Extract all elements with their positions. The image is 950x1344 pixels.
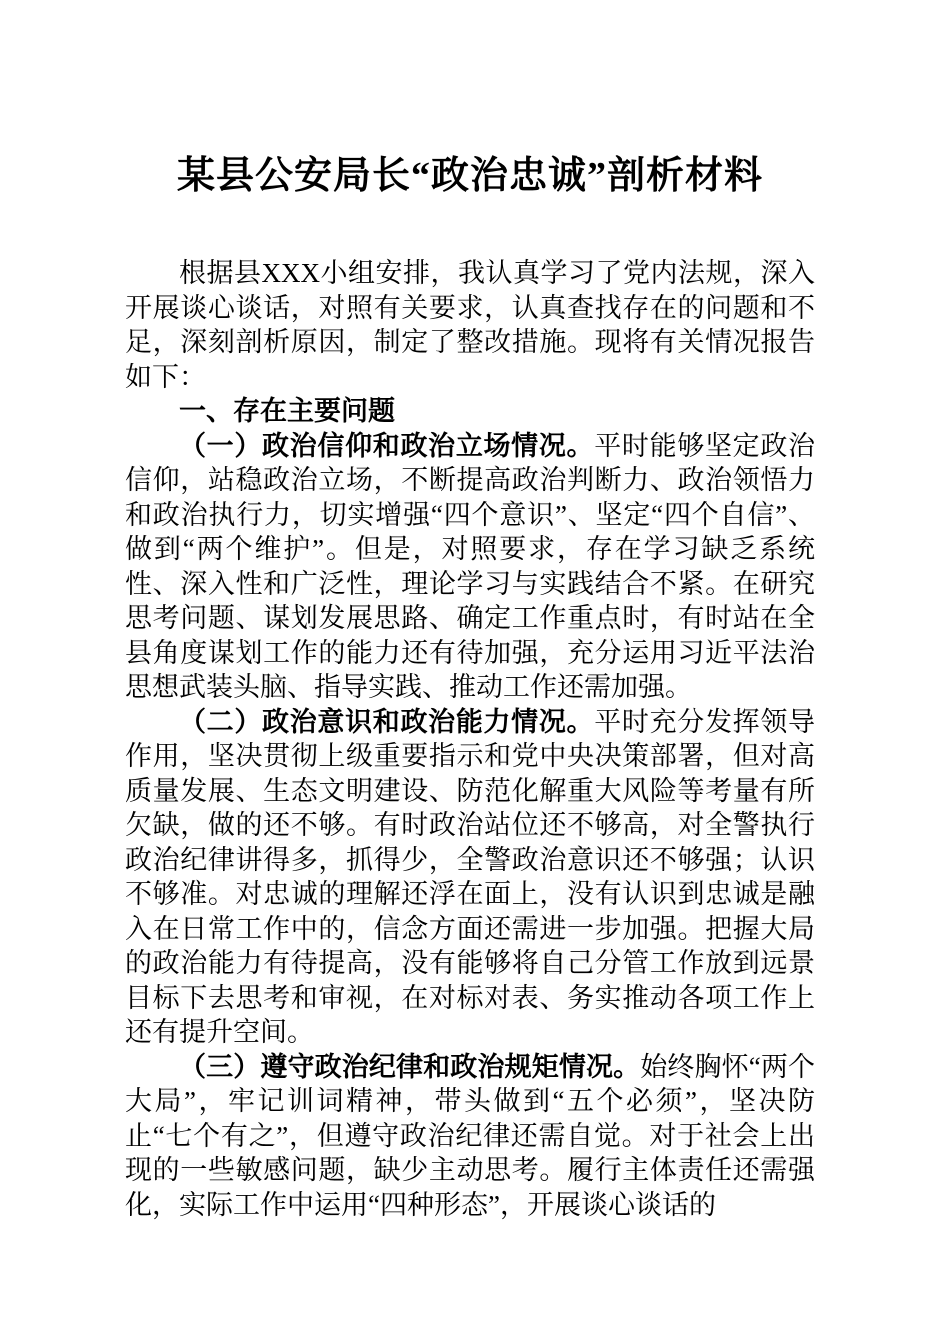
point-1-text: 平时能够坚定政治信仰，站稳政治立场，不断提高政治判断力、政治领悟力和政治执行力，切实增强“四个意识”、坚定“四个自信”、做到“两个维护”。但是，对照要求，存在学习缺乏系统性、深入性和广泛性，理论学习与实践结合不紧。在研究思考问题、谋划发展思路、确定工作重点时，有时站在全县角度谋划工作的能力还有待加强，充分运用习近平法治思想武装头脑、指导实践、推动工作还需加强。 (125, 430, 816, 702)
point-3-lead: （三）遵守政治纪律和政治规矩情况。 (179, 1051, 641, 1082)
point-2-lead: （二）政治意识和政治能力情况。 (179, 706, 595, 737)
section-heading-main-problems: 一、存在主要问题 (179, 396, 395, 426)
point-3-text: 始终胸怀“两个大局”，牢记训词精神，带头做到“五个必须”，坚决防止“七个有之”，但遵守政治纪律还需自觉。对于社会上出现的一些敏感问题，缺少主动思考。履行主体责任还需强化，实际工作中运用“四种形态”，开展谈心谈话的 (125, 1051, 816, 1220)
paragraph-intro: 根据县XXX小组安排，我认真学习了党内法规，深入开展谈心谈话，对照有关要求，认真查找存在的问题和不足，深刻剖析原因，制定了整改措施。现将有关情况报告如下： (125, 258, 815, 392)
paragraph-point-2 (125, 705, 815, 1050)
point-2-text: 平时充分发挥领导作用，坚决贯彻上级重要指示和党中央决策部署，但对高质量发展、生态文明建设、防范化解重大风险等考量有所欠缺，做的还不够。有时政治站位还不够高，对全警执行政治纪律讲得多，抓得少，全警政治意识还不够强；认识不够准。对忠诚的理解还浮在面上，没有认识到忠诚是融入在日常工作中的，信念方面还需进一步加强。把握大局的政治能力有待提高，没有能够将自己分管工作放到远景目标下去思考和审视，在对标对表、务实推动各项工作上还有提升空间。 (125, 706, 816, 1047)
paragraph-point-3 (125, 1050, 815, 1223)
document-title: 某县公安局长“政治忠诚”剖析材料 (176, 155, 763, 197)
point-1-lead: （一）政治信仰和政治立场情况。 (179, 430, 595, 461)
paragraph-point-1 (125, 429, 815, 705)
